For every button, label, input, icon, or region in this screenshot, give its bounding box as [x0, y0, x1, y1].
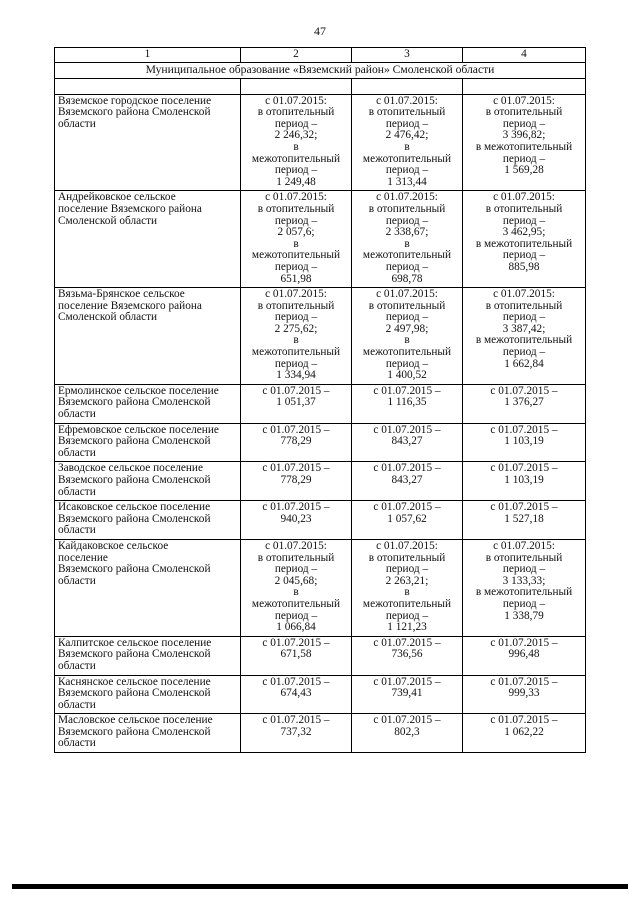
- tariff-line: в: [404, 586, 410, 599]
- tariff-line: 1 313,44: [387, 175, 427, 188]
- settlement-name-line: Андрейковское сельское: [58, 191, 176, 204]
- settlement-name-line: Вяземского района Смоленской: [58, 474, 211, 486]
- tariff-cell-c2: [241, 94, 352, 191]
- tariff-line: в отопительный: [368, 551, 446, 564]
- tariff-line: с 01.07.2015:: [376, 94, 438, 107]
- tariff-line: в отопительный: [485, 551, 563, 564]
- tariff-line: с 01.07.2015:: [376, 191, 438, 204]
- tariff-line: с 01.07.2015 –: [373, 675, 441, 688]
- tariff-line: 2 497,98;: [385, 322, 429, 335]
- tariff-line: период –: [274, 117, 318, 130]
- tariff-line: 671,58: [280, 648, 312, 661]
- tariff-line: 802,3: [394, 725, 420, 738]
- tariff-table: [54, 47, 586, 753]
- tariff-line: с 01.07.2015 –: [490, 675, 558, 688]
- tariff-line: с 01.07.2015:: [265, 191, 327, 204]
- tariff-cell-c4: [463, 94, 586, 191]
- settlement-name-line: Вяземского района Смоленской: [58, 725, 211, 738]
- table-row: [55, 288, 586, 385]
- footer-rule: [12, 884, 628, 889]
- tariff-line: в отопительный: [368, 202, 446, 215]
- tariff-line: 739,41: [391, 687, 423, 700]
- column-number: 3: [352, 48, 463, 63]
- tariff-line: 2 263,21;: [385, 574, 429, 587]
- tariff-line: в межотопительный: [475, 334, 573, 347]
- settlement-name: [55, 384, 241, 423]
- settlement-name-line: Ефремовское сельское поселение: [58, 423, 219, 436]
- tariff-line: с 01.07.2015 –: [373, 384, 441, 397]
- tariff-line: межотопительный: [362, 152, 452, 165]
- tariff-line: с 01.07.2015 –: [373, 636, 441, 649]
- tariff-line: 1 662,84: [504, 357, 544, 370]
- tariff-line: в отопительный: [257, 551, 335, 564]
- tariff-line: период –: [274, 357, 318, 370]
- settlement-name: [55, 288, 241, 385]
- tariff-line: 737,32: [280, 725, 312, 738]
- tariff-line: 1 066,84: [276, 621, 316, 634]
- settlement-name-line: поселение Вяземского района: [58, 202, 202, 215]
- tariff-line: в отопительный: [257, 202, 335, 215]
- tariff-cell-c2: [241, 462, 352, 501]
- tariff-cell-c4: [463, 539, 586, 636]
- tariff-cell-c3: [352, 501, 463, 540]
- tariff-line: с 01.07.2015 –: [373, 501, 441, 514]
- tariff-line: в межотопительный: [475, 140, 573, 153]
- settlement-name-line: Масловское сельское поселение: [58, 714, 213, 727]
- tariff-line: с 01.07.2015 –: [490, 714, 558, 727]
- tariff-line: 843,27: [391, 474, 423, 486]
- tariff-line: с 01.07.2015 –: [262, 384, 330, 397]
- tariff-line: в: [293, 140, 299, 153]
- settlement-name: [55, 94, 241, 191]
- tariff-line: межотопительный: [362, 346, 452, 359]
- tariff-line: период –: [385, 214, 429, 227]
- tariff-line: период –: [385, 260, 429, 273]
- tariff-line: 1 376,27: [504, 396, 544, 409]
- tariff-line: 2 057,6;: [277, 226, 315, 239]
- tariff-line: период –: [502, 249, 546, 262]
- tariff-cell-c2: [241, 675, 352, 714]
- tariff-line: период –: [274, 214, 318, 227]
- tariff-line: 1 121,23: [387, 621, 427, 634]
- settlement-name: [55, 714, 241, 753]
- tariff-line: межотопительный: [251, 346, 341, 359]
- tariff-line: период –: [274, 164, 318, 177]
- tariff-line: с 01.07.2015:: [265, 539, 327, 552]
- column-number: 2: [241, 48, 352, 63]
- settlement-name-line: области: [58, 446, 96, 459]
- tariff-line: с 01.07.2015:: [493, 94, 555, 107]
- tariff-cell-c4: [463, 714, 586, 753]
- tariff-line: период –: [502, 214, 546, 227]
- tariff-line: с 01.07.2015 –: [490, 384, 558, 397]
- tariff-line: 3 133,33;: [502, 574, 546, 587]
- tariff-cell-c3: [352, 384, 463, 423]
- tariff-line: с 01.07.2015 –: [262, 462, 330, 475]
- tariff-line: 1 249,48: [276, 175, 316, 188]
- settlement-name-line: области: [58, 659, 96, 672]
- tariff-line: в: [293, 237, 299, 250]
- tariff-line: период –: [385, 563, 429, 576]
- tariff-line: 778,29: [280, 474, 312, 486]
- settlement-name-line: Кайдаковское сельское: [58, 539, 169, 552]
- tariff-line: межотопительный: [362, 249, 452, 262]
- table-row: [55, 94, 586, 191]
- tariff-cell-c3: [352, 423, 463, 462]
- column-number: 4: [463, 48, 586, 63]
- settlement-name-line: Вяземского района Смоленской: [58, 563, 211, 576]
- tariff-line: с 01.07.2015:: [493, 191, 555, 204]
- settlement-name-line: области: [58, 574, 96, 587]
- tariff-cell-c3: [352, 539, 463, 636]
- tariff-line: с 01.07.2015:: [376, 288, 438, 301]
- tariff-line: с 01.07.2015 –: [373, 714, 441, 727]
- tariff-line: в: [404, 334, 410, 347]
- tariff-line: период –: [274, 563, 318, 576]
- tariff-cell-c4: [463, 384, 586, 423]
- settlement-name-line: Ермолинское сельское поселение: [58, 384, 219, 397]
- settlement-name: [55, 636, 241, 675]
- tariff-line: межотопительный: [251, 152, 341, 165]
- tariff-cell-c3: [352, 636, 463, 675]
- settlement-name: [55, 539, 241, 636]
- tariff-cell-c2: [241, 636, 352, 675]
- tariff-line: период –: [274, 609, 318, 622]
- tariff-line: 1 527,18: [504, 512, 544, 525]
- table-row: [55, 384, 586, 423]
- table-row: [55, 636, 586, 675]
- tariff-cell-c2: [241, 714, 352, 753]
- tariff-line: 2 275,62;: [274, 322, 318, 335]
- tariff-line: в отопительный: [368, 299, 446, 312]
- tariff-line: период –: [385, 164, 429, 177]
- settlement-name-line: Смоленской области: [58, 311, 158, 324]
- tariff-line: 2 045,68;: [274, 574, 318, 587]
- tariff-cell-c2: [241, 423, 352, 462]
- tariff-line: 1 400,52: [387, 369, 427, 382]
- table-row: [55, 675, 586, 714]
- tariff-line: с 01.07.2015 –: [262, 501, 330, 514]
- tariff-line: с 01.07.2015 –: [490, 423, 558, 436]
- tariff-line: в отопительный: [485, 299, 563, 312]
- tariff-line: 3 462,95;: [502, 226, 546, 239]
- settlement-name-line: Исаковское сельское поселение: [58, 501, 211, 514]
- tariff-line: в: [404, 140, 410, 153]
- settlement-name-line: поселение Вяземского района: [58, 299, 202, 312]
- tariff-line: 2 246,32;: [274, 129, 318, 142]
- tariff-line: период –: [502, 311, 546, 324]
- section-title: Муниципальное образование «Вяземский район» Смоленской области: [55, 63, 586, 79]
- tariff-line: период –: [502, 152, 546, 165]
- tariff-line: в отопительный: [257, 106, 335, 119]
- tariff-line: межотопительный: [362, 597, 452, 610]
- tariff-line: период –: [502, 563, 546, 576]
- settlement-name-line: Вязьма-Брянское сельское: [58, 288, 185, 301]
- settlement-name-line: Вяземского района Смоленской: [58, 687, 211, 700]
- settlement-name-line: Смоленской области: [58, 214, 158, 227]
- tariff-line: 3 387,42;: [502, 322, 546, 335]
- tariff-line: 996,48: [508, 648, 540, 661]
- table-row: [55, 539, 586, 636]
- tariff-cell-c3: [352, 714, 463, 753]
- settlement-name: [55, 423, 241, 462]
- settlement-name-line: области: [58, 117, 96, 130]
- tariff-line: в межотопительный: [475, 237, 573, 250]
- tariff-cell-c2: [241, 501, 352, 540]
- tariff-line: 1 103,19: [504, 435, 544, 448]
- spacer-row: [55, 78, 586, 94]
- settlement-name-line: Вяземского района Смоленской: [58, 435, 211, 448]
- page-number: 47: [314, 24, 326, 38]
- column-number-row: [55, 48, 586, 63]
- tariff-line: с 01.07.2015 –: [373, 423, 441, 436]
- tariff-line: период –: [385, 609, 429, 622]
- tariff-cell-c3: [352, 675, 463, 714]
- tariff-line: 2 476,42;: [385, 129, 429, 142]
- settlement-name-line: области: [58, 737, 96, 750]
- tariff-line: 940,23: [280, 512, 312, 525]
- tariff-line: 1 116,35: [387, 396, 427, 409]
- tariff-cell-c4: [463, 423, 586, 462]
- tariff-cell-c3: [352, 94, 463, 191]
- tariff-line: 2 338,67;: [385, 226, 429, 239]
- tariff-line: в: [404, 237, 410, 250]
- tariff-line: 999,33: [508, 687, 540, 700]
- tariff-line: 1 051,37: [276, 396, 316, 409]
- tariff-cell-c3: [352, 288, 463, 385]
- tariff-line: 651,98: [280, 272, 312, 285]
- tariff-cell-c2: [241, 191, 352, 288]
- tariff-line: период –: [385, 117, 429, 130]
- tariff-line: период –: [274, 311, 318, 324]
- tariff-line: 1 334,94: [276, 369, 316, 382]
- tariff-line: период –: [502, 346, 546, 359]
- settlement-name: [55, 501, 241, 540]
- tariff-cell-c2: [241, 288, 352, 385]
- tariff-line: 698,78: [391, 272, 423, 285]
- settlement-name-line: поселение: [58, 551, 108, 564]
- column-number: 1: [55, 48, 241, 63]
- tariff-line: с 01.07.2015 –: [490, 636, 558, 649]
- table-row: [55, 501, 586, 540]
- tariff-line: период –: [502, 597, 546, 610]
- tariff-line: 736,56: [391, 648, 423, 661]
- tariff-line: с 01.07.2015 –: [490, 501, 558, 514]
- settlement-name: [55, 462, 241, 501]
- tariff-line: период –: [385, 357, 429, 370]
- section-header-row: [55, 63, 586, 79]
- tariff-line: 1 062,22: [504, 725, 544, 738]
- tariff-cell-c4: [463, 462, 586, 501]
- tariff-line: с 01.07.2015:: [493, 288, 555, 301]
- tariff-line: в отопительный: [485, 106, 563, 119]
- tariff-line: 1 057,62: [387, 512, 427, 525]
- tariff-line: 1 103,19: [504, 474, 544, 486]
- tariff-cell-c4: [463, 288, 586, 385]
- tariff-line: период –: [274, 260, 318, 273]
- tariff-line: межотопительный: [251, 597, 341, 610]
- settlement-name-line: области: [58, 698, 96, 711]
- tariff-line: период –: [502, 117, 546, 130]
- settlement-name-line: области: [58, 485, 96, 498]
- tariff-line: с 01.07.2015:: [493, 539, 555, 552]
- tariff-cell-c2: [241, 384, 352, 423]
- tariff-cell-c3: [352, 462, 463, 501]
- settlement-name-line: Заводское сельское поселение: [58, 462, 203, 475]
- table-row: [55, 423, 586, 462]
- tariff-cell-c4: [463, 191, 586, 288]
- settlement-name-line: Вяземского района Смоленской: [58, 648, 211, 661]
- settlement-name-line: Вяземского района Смоленской: [58, 106, 211, 119]
- table-row: [55, 462, 586, 501]
- tariff-line: 1 569,28: [504, 164, 544, 177]
- tariff-line: 778,29: [280, 435, 312, 448]
- settlement-name-line: области: [58, 408, 96, 421]
- settlement-name: [55, 675, 241, 714]
- tariff-line: с 01.07.2015 –: [262, 675, 330, 688]
- tariff-line: с 01.07.2015 –: [262, 714, 330, 727]
- tariff-line: в: [293, 334, 299, 347]
- settlement-name-line: Каснянское сельское поселение: [58, 675, 211, 688]
- tariff-line: в отопительный: [368, 106, 446, 119]
- tariff-line: период –: [385, 311, 429, 324]
- settlement-name-line: Вяземское городское поселение: [58, 94, 212, 107]
- settlement-name-line: Вяземского района Смоленской: [58, 512, 211, 525]
- table-row: [55, 714, 586, 753]
- tariff-cell-c3: [352, 191, 463, 288]
- tariff-cell-c4: [463, 501, 586, 540]
- tariff-line: в отопительный: [257, 299, 335, 312]
- tariff-cell-c2: [241, 539, 352, 636]
- settlement-name: [55, 191, 241, 288]
- tariff-line: в отопительный: [485, 202, 563, 215]
- tariff-line: с 01.07.2015 –: [262, 423, 330, 436]
- table-row: [55, 191, 586, 288]
- tariff-line: в: [293, 586, 299, 599]
- tariff-line: с 01.07.2015 –: [373, 462, 441, 475]
- settlement-name-line: Калпитское сельское поселение: [58, 636, 212, 649]
- tariff-line: 674,43: [280, 687, 312, 700]
- tariff-line: с 01.07.2015:: [376, 539, 438, 552]
- tariff-line: с 01.07.2015 –: [262, 636, 330, 649]
- tariff-line: 843,27: [391, 435, 423, 448]
- tariff-line: в межотопительный: [475, 586, 573, 599]
- tariff-line: с 01.07.2015 –: [490, 462, 558, 475]
- tariff-cell-c4: [463, 636, 586, 675]
- tariff-line: с 01.07.2015:: [265, 288, 327, 301]
- settlement-name-line: Вяземского района Смоленской: [58, 396, 211, 409]
- tariff-cell-c4: [463, 675, 586, 714]
- settlement-name-line: области: [58, 524, 96, 537]
- tariff-line: 1 338,79: [504, 609, 544, 622]
- tariff-line: межотопительный: [251, 249, 341, 262]
- tariff-line: 3 396,82;: [502, 129, 546, 142]
- tariff-line: с 01.07.2015:: [265, 94, 327, 107]
- tariff-line: 885,98: [508, 260, 540, 273]
